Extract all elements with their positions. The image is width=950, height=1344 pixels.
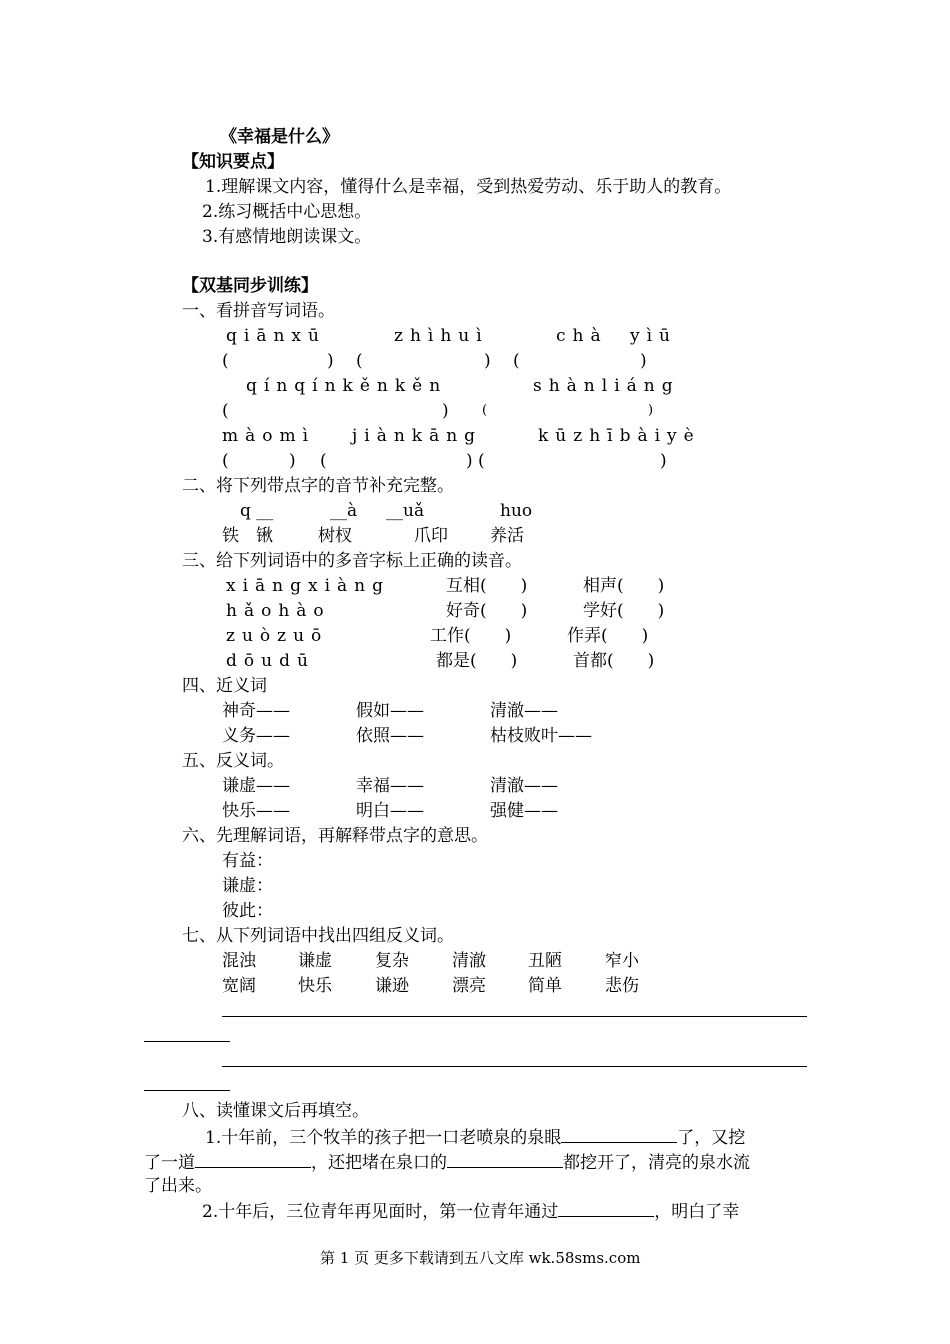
knowledge-heading: 【知识要点】 [182,152,284,172]
knowledge-item: 3.有感情地朗读课文。 [202,227,372,247]
explain-item[interactable]: 彼此： [222,901,273,921]
pinyin: kūzhībàiyè [538,426,701,446]
answer-bracket[interactable]: ( [222,401,229,421]
antonym-item: 谦虚—— [222,776,290,796]
pinyin: zhìhuì [394,326,489,346]
page-title: 《幸福是什么》 [220,127,339,147]
answer-bracket[interactable]: ) [289,451,296,471]
polyphone-word[interactable]: 学好( ) [583,601,665,621]
pinyin: jiànkāng [352,426,483,446]
answer-bracket[interactable]: ( [320,451,327,471]
pinyin: dōudū [226,651,315,671]
fill-sentence [202,1200,739,1222]
antonym-item: 明白—— [356,801,424,821]
synonym-item: 假如—— [356,701,424,721]
answer-line[interactable] [144,1090,230,1091]
word: 铁 锹 [222,526,273,546]
word-option: 宽阔 [222,976,256,996]
synonym-item: 枯枝败叶—— [490,726,592,746]
polyphone-word[interactable]: 相声( ) [583,576,665,596]
fill-blank[interactable] [447,1151,563,1168]
synonym-item: 神奇—— [222,701,290,721]
fill-blank[interactable] [558,1200,654,1217]
explain-item[interactable]: 有益： [222,851,273,871]
word: 爪印 [414,526,448,546]
word-option: 漂亮 [452,976,486,996]
word-option: 混浊 [222,951,256,971]
syllable[interactable]: __à [330,501,358,521]
pinyin: màomì [222,426,316,446]
section-8-heading: 八、读懂课文后再填空。 [182,1101,369,1121]
page-footer: 第 1 页 更多下载请到五八文库 wk.58sms.com [320,1249,641,1267]
word-option: 窄小 [605,951,639,971]
word-option: 谦虚 [298,951,332,971]
antonym-item: 强健—— [490,801,558,821]
answer-bracket[interactable]: ) [484,351,491,371]
word-option: 清澈 [452,951,486,971]
fill-blank[interactable] [561,1126,677,1143]
pinyin: shànliáng [533,376,680,396]
answer-bracket[interactable]: ( [222,351,229,371]
sentence-text: 都挖开了，清亮的泉水流 [563,1153,750,1173]
syllable[interactable]: __uǎ [386,501,425,521]
word-option: 复杂 [375,951,409,971]
pinyin: zuòzuō [226,626,329,646]
answer-line[interactable] [222,1016,807,1017]
section-4-heading: 四、近义词 [182,676,267,696]
word-option: 丑陋 [528,951,562,971]
word-option: 快乐 [298,976,332,996]
synonym-item: 义务—— [222,726,290,746]
polyphone-word[interactable]: 好奇( ) [446,601,528,621]
word: 树杈 [318,526,352,546]
synonym-item: 清澈—— [490,701,558,721]
word-option: 简单 [528,976,562,996]
explain-item[interactable]: 谦虚： [222,876,273,896]
sentence-text: ，还把堵在泉口的 [311,1153,447,1173]
sentence-text: 了，又挖 [677,1128,746,1148]
pinyin: qínqínkěnkěn [246,376,448,396]
polyphone-word[interactable]: 工作( ) [430,626,512,646]
sentence-text: 了一道 [144,1153,195,1173]
fill-blank[interactable] [195,1151,311,1168]
antonym-item: 清澈—— [490,776,558,796]
polyphone-word[interactable]: 都是( ) [436,651,518,671]
answer-bracket[interactable]: ( [222,451,229,471]
antonym-item: 快乐—— [222,801,290,821]
knowledge-item: 2.练习概括中心思想。 [202,202,372,222]
knowledge-item: 1.理解课文内容，懂得什么是幸福，受到热爱劳动、乐于助人的教育。 [205,177,732,197]
pinyin: chà [556,326,608,346]
synonym-item: 依照—— [356,726,424,746]
sentence-text: 1.十年前，三个牧羊的孩子把一口老喷泉的泉眼 [205,1128,562,1148]
antonym-item: 幸福—— [356,776,424,796]
syllable[interactable]: q __ [240,501,274,521]
answer-bracket[interactable]: ( [356,351,363,371]
polyphone-word[interactable]: 作弄( ) [567,626,649,646]
sentence-text: ，明白了幸 [654,1202,740,1222]
section-1-heading: 一、看拼音写词语。 [182,301,335,321]
syllable: huo [500,501,533,521]
word-option: 悲伤 [605,976,639,996]
pinyin: qiānxū [226,326,326,346]
answer-bracket[interactable]: ) [660,451,667,471]
answer-bracket[interactable]: ) [327,351,334,371]
word: 养活 [490,526,524,546]
word-option: 谦逊 [375,976,409,996]
section-2-heading: 二、将下列带点字的音节补充完整。 [182,476,454,496]
fill-sentence [205,1126,745,1148]
section-6-heading: 六、先理解词语，再解释带点字的意思。 [182,826,488,846]
sentence-text: 了出来。 [144,1176,212,1196]
sentence-text: 2.十年后，三位青年再见面时，第一位青年通过 [202,1202,559,1222]
section-7-heading: 七、从下列词语中找出四组反义词。 [182,926,454,946]
answer-bracket[interactable]: ) [640,351,647,371]
answer-bracket[interactable]: ( [513,351,520,371]
answer-bracket[interactable]: ) [442,401,449,421]
section-5-heading: 五、反义词。 [182,751,284,771]
answer-bracket[interactable]: ( [482,403,488,418]
pinyin: hǎohào [226,601,331,621]
pinyin: yìū [630,326,677,346]
answer-line[interactable] [222,1066,807,1067]
training-heading: 【双基同步训练】 [182,276,318,296]
answer-line[interactable] [144,1041,230,1042]
fill-sentence [144,1151,750,1173]
polyphone-word[interactable]: 互相( ) [446,576,528,596]
polyphone-word[interactable]: 首都( ) [573,651,655,671]
answer-bracket[interactable]: ) ( [466,451,485,471]
answer-bracket[interactable]: ) [648,403,654,418]
section-3-heading: 三、给下列词语中的多音字标上正确的读音。 [182,551,522,571]
pinyin: xiāngxiàng [226,576,390,596]
